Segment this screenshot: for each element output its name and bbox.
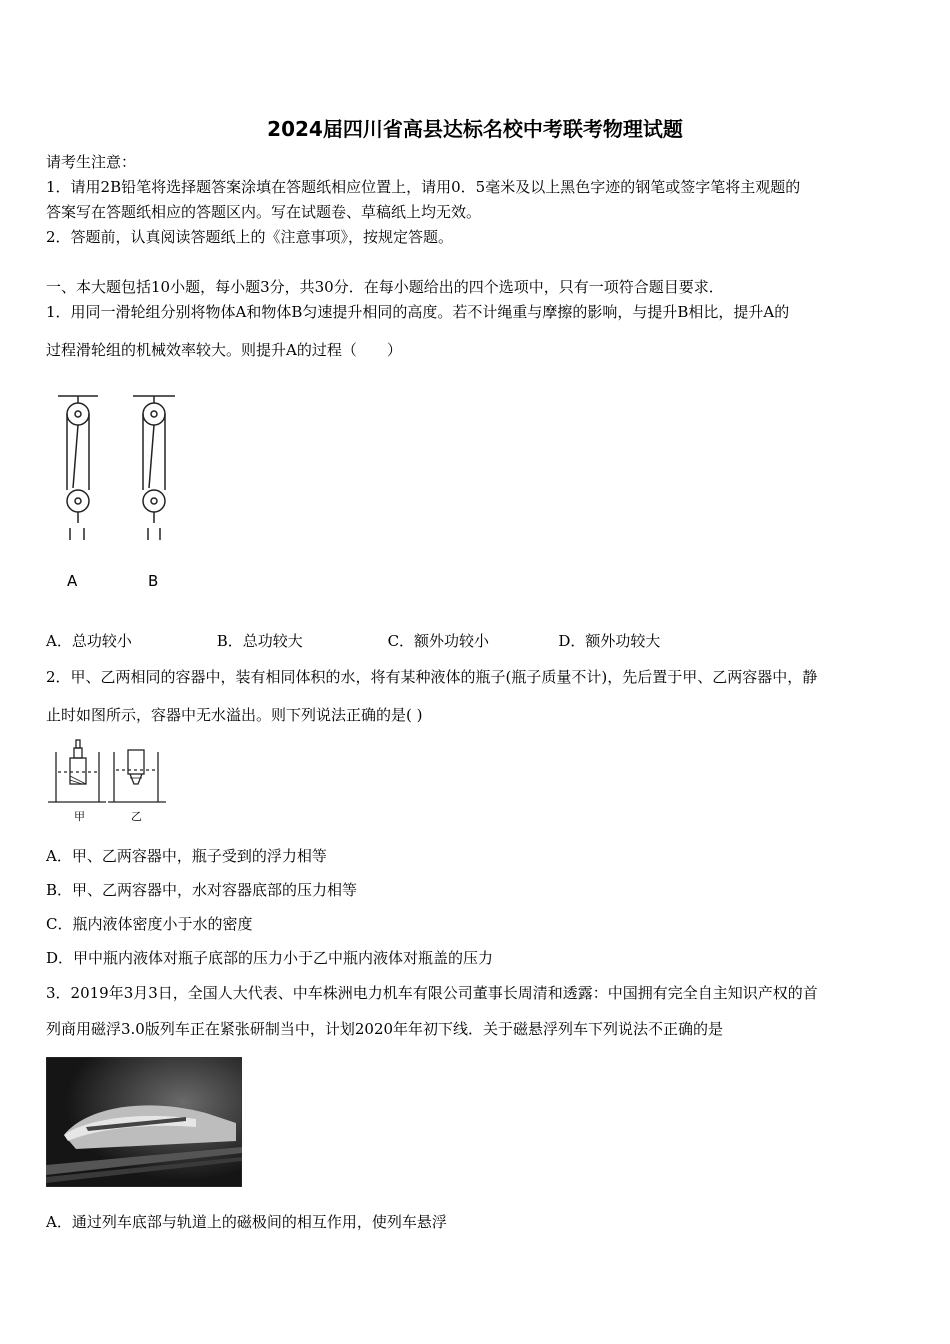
q2-option-b[interactable]: B．甲、乙两容器中，水对容器底部的压力相等: [46, 881, 358, 899]
container-label-jia: 甲: [74, 810, 85, 823]
pulley-figure: [40, 388, 200, 598]
q1-option-a[interactable]: A．总功较小: [46, 632, 132, 650]
pulley-label-a: A: [67, 572, 78, 590]
q2-line-1: 2．甲、乙两相同的容器中，装有相同体积的水，将有某种液体的瓶子(瓶子质量不计)，先后置于甲、乙两容器中，静: [46, 668, 818, 686]
q3-line-1: 3．2019年3月3日，全国人大代表、中车株洲电力机车有限公司董事长周清和透露：中国拥有完全自主知识产权的首: [46, 984, 818, 1002]
notice-line-2: 2．答题前，认真阅读答题纸上的《注意事项》，按规定答题。: [46, 228, 454, 246]
q1-option-b[interactable]: B．总功较大: [216, 632, 303, 650]
notice-heading: 请考生注意：: [46, 153, 137, 171]
notice-line-1a: 1．请用2B铅笔将选择题答案涂填在答题纸相应位置上，请用0．5毫米及以上黑色字迹的钢笔或签字笔将主观题的: [46, 178, 801, 196]
section-heading: 一、本大题包括10小题，每小题3分，共30分．在每小题给出的四个选项中，只有一项符合题目要求．: [46, 278, 724, 296]
notice-line-1b: 答案写在答题纸相应的答题区内。写在试题卷、草稿纸上均无效。: [46, 203, 482, 221]
container-label-yi: 乙: [131, 810, 142, 823]
page-title: 2024届四川省高县达标名校中考联考物理试题: [267, 117, 683, 141]
q3-line-2: 列商用磁浮3.0版列车正在紧张研制当中，计划2020年年初下线．关于磁悬浮列车下列说法不正确的是: [46, 1020, 724, 1038]
maglev-train-photo: [46, 1057, 242, 1187]
q1-options: [46, 631, 660, 651]
pulley-label-b: B: [148, 572, 159, 590]
q2-option-a[interactable]: A．甲、乙两容器中，瓶子受到的浮力相等: [46, 847, 327, 865]
q1-line-1: 1．用同一滑轮组分别将物体A和物体B匀速提升相同的高度。若不计绳重与摩擦的影响，与提升B相比，提升A的: [46, 303, 790, 321]
q2-option-c[interactable]: C．瓶内液体密度小于水的密度: [46, 915, 253, 933]
q2-option-d[interactable]: D．甲中瓶内液体对瓶子底部的压力小于乙中瓶内液体对瓶盖的压力: [46, 949, 494, 967]
q1-option-c[interactable]: C．额外功较小: [387, 632, 490, 650]
q2-line-2: 止时如图所示，容器中无水溢出。则下列说法正确的是( ): [46, 706, 423, 724]
q3-option-a[interactable]: A．通过列车底部与轨道上的磁极间的相互作用，使列车悬浮: [46, 1213, 447, 1231]
q1-option-d[interactable]: D．额外功较大: [558, 632, 661, 650]
container-figure: [46, 736, 176, 826]
q1-line-2: 过程滑轮组的机械效率较大。则提升A的过程（ ）: [46, 341, 402, 359]
